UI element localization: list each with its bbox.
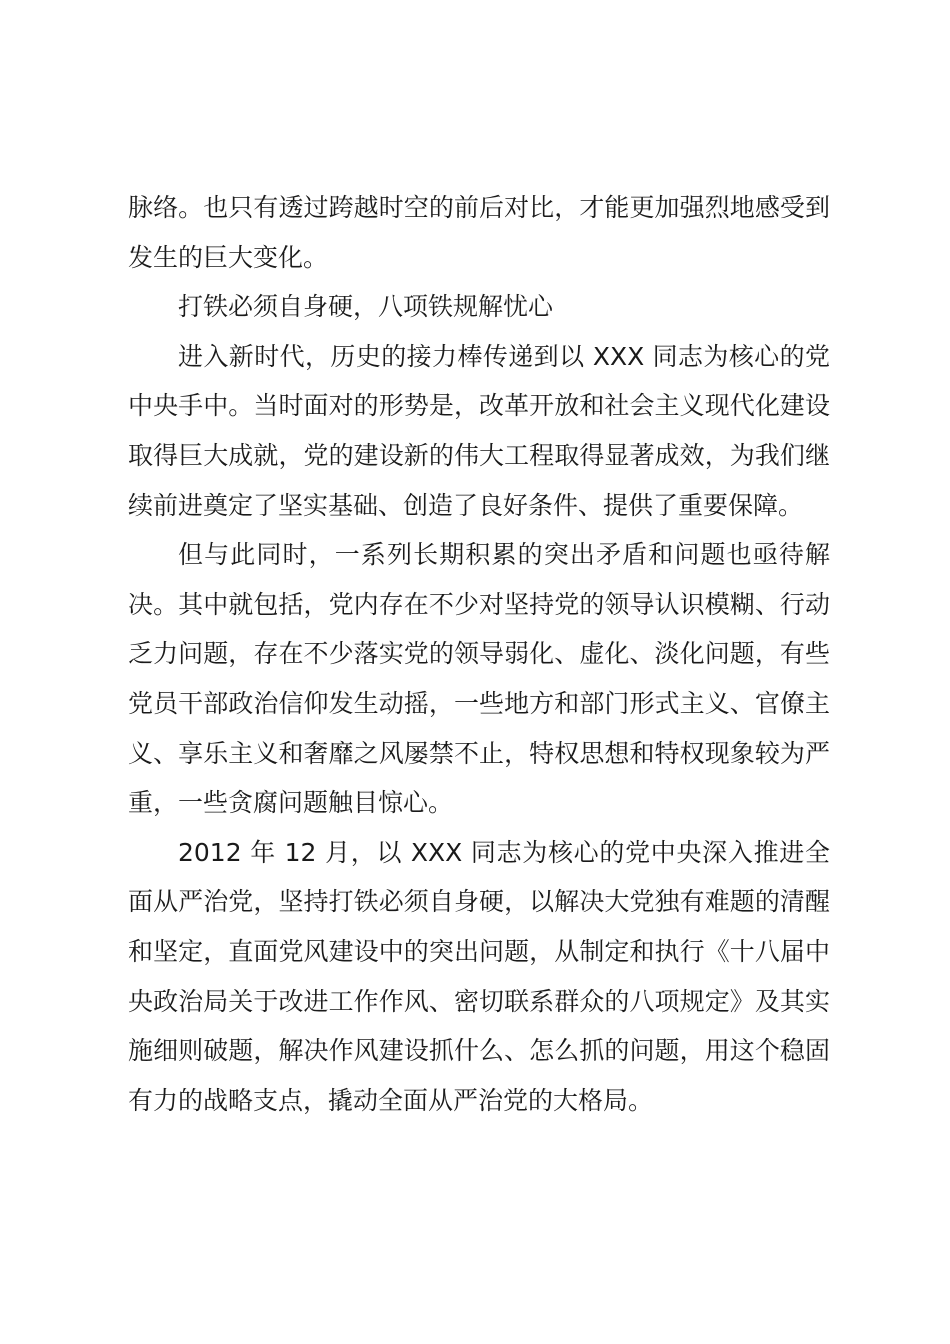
paragraph: 进入新时代，历史的接力棒传递到以 XXX 同志为核心的党中央手中。当时面对的形势是，改革开放和社会主义现代化建设取得巨大成就，党的建设新的伟大工程取得显著成效，为我们继续前进奠定了坚实基础、创造了良好条件、提供了重要保障。 (128, 341, 830, 520)
document-body (128, 183, 830, 1125)
paragraph-continuation: 脉络。也只有透过跨越时空的前后对比，才能更加强烈地感受到发生的巨大变化。 (128, 193, 830, 272)
paragraph: 2012 年 12 月，以 XXX 同志为核心的党中央深入推进全面从严治党，坚持打铁必须自身硬，以解决大党独有难题的清醒和坚定，直面党风建设中的突出问题，从制定和执行《十八届中央政治局关于改进工作作风、密切联系群众的八项规定》及其实施细则破题，解决作风建设抓什么、怎么抓的问题，用这个稳固有力的战略支点，撬动全面从严治党的大格局。 (128, 837, 830, 1115)
section-heading: 打铁必须自身硬，八项铁规解忧心 (178, 292, 554, 322)
paragraph: 但与此同时，一系列长期积累的突出矛盾和问题也亟待解决。其中就包括，党内存在不少对坚持党的领导认识模糊、行动乏力问题，存在不少落实党的领导弱化、虚化、淡化问题，有些党员干部政治信仰发生动摇，一些地方和部门形式主义、官僚主义、享乐主义和奢靡之风屡禁不止，特权思想和特权现象较为严重，一些贪腐问题触目惊心。 (128, 540, 830, 818)
